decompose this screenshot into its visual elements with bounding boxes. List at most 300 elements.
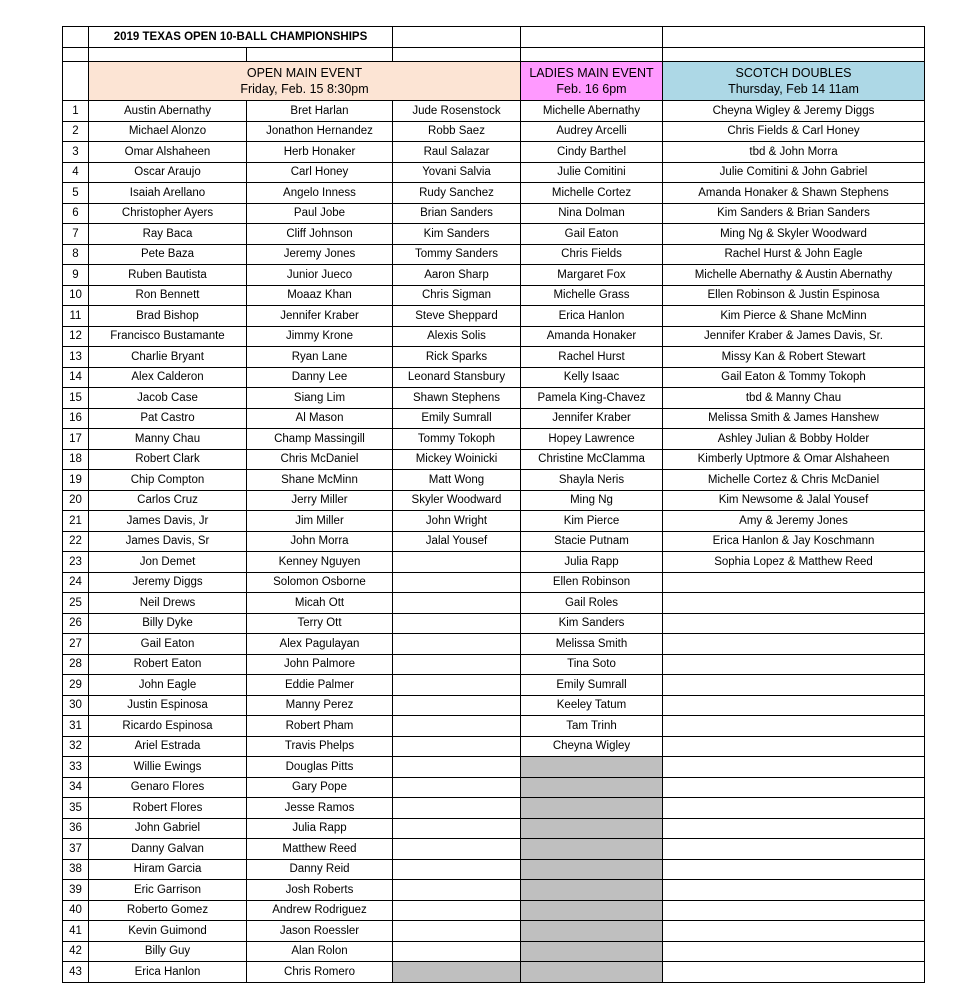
title-row-num-cell xyxy=(63,27,89,48)
table-row xyxy=(63,552,925,573)
ladies-player-cell: Kim Sanders xyxy=(521,613,663,634)
ladies-player-cell: Michelle Grass xyxy=(521,285,663,306)
table-row xyxy=(63,285,925,306)
open-player-col3-cell: Jalal Yousef xyxy=(393,531,521,552)
open-player-col2-cell: Micah Ott xyxy=(247,593,393,614)
row-number-cell: 1 xyxy=(63,101,89,122)
table-row xyxy=(63,654,925,675)
ladies-player-cell: Stacie Putnam xyxy=(521,531,663,552)
open-player-col3-cell: Yovani Salvia xyxy=(393,162,521,183)
open-player-col1-cell: John Gabriel xyxy=(89,818,247,839)
ladies-player-cell xyxy=(521,859,663,880)
open-player-col2-cell: John Palmore xyxy=(247,654,393,675)
row-number-cell: 6 xyxy=(63,203,89,224)
open-player-col1-cell: John Eagle xyxy=(89,675,247,696)
title-row-blank-e xyxy=(663,27,925,48)
row-number-cell: 14 xyxy=(63,367,89,388)
open-player-col2-cell: Manny Perez xyxy=(247,695,393,716)
scotch-doubles-team-cell: Kimberly Uptmore & Omar Alshaheen xyxy=(663,449,925,470)
table-row xyxy=(63,224,925,245)
ladies-player-cell: Jennifer Kraber xyxy=(521,408,663,429)
open-player-col1-cell: Hiram Garcia xyxy=(89,859,247,880)
open-player-col2-cell: Jesse Ramos xyxy=(247,798,393,819)
open-player-col2-cell: Jonathon Hernandez xyxy=(247,121,393,142)
ladies-player-cell xyxy=(521,962,663,983)
row-number-cell: 13 xyxy=(63,347,89,368)
table-row xyxy=(63,183,925,204)
open-player-col3-cell xyxy=(393,695,521,716)
row-number-cell: 41 xyxy=(63,921,89,942)
open-player-col1-cell: Chip Compton xyxy=(89,470,247,491)
ladies-player-cell: Pamela King-Chavez xyxy=(521,388,663,409)
table-row xyxy=(63,613,925,634)
row-number-cell: 40 xyxy=(63,900,89,921)
open-player-col3-cell xyxy=(393,900,521,921)
scotch-doubles-team-cell: Erica Hanlon & Jay Koschmann xyxy=(663,531,925,552)
row-number-cell: 43 xyxy=(63,962,89,983)
scotch-doubles-team-cell xyxy=(663,859,925,880)
scotch-doubles-team-cell xyxy=(663,675,925,696)
scotch-doubles-team-cell: Kim Pierce & Shane McMinn xyxy=(663,306,925,327)
open-player-col2-cell: Matthew Reed xyxy=(247,839,393,860)
row-number-cell: 28 xyxy=(63,654,89,675)
table-row xyxy=(63,880,925,901)
open-player-col1-cell: Austin Abernathy xyxy=(89,101,247,122)
header-row-num-cell xyxy=(63,62,89,101)
open-player-col2-cell: Cliff Johnson xyxy=(247,224,393,245)
open-player-col1-cell: Francisco Bustamante xyxy=(89,326,247,347)
scotch-doubles-team-cell xyxy=(663,634,925,655)
scotch-doubles-team-cell: Ashley Julian & Bobby Holder xyxy=(663,429,925,450)
scotch-doubles-team-cell: Jennifer Kraber & James Davis, Sr. xyxy=(663,326,925,347)
open-player-col2-cell: Herb Honaker xyxy=(247,142,393,163)
scotch-doubles-team-cell: Cheyna Wigley & Jeremy Diggs xyxy=(663,101,925,122)
table-row xyxy=(63,388,925,409)
table-row xyxy=(63,367,925,388)
open-player-col2-cell: Jeremy Jones xyxy=(247,244,393,265)
table-row xyxy=(63,839,925,860)
open-player-col1-cell: Brad Bishop xyxy=(89,306,247,327)
scotch-doubles-team-cell: Julie Comitini & John Gabriel xyxy=(663,162,925,183)
open-player-col2-cell: Travis Phelps xyxy=(247,736,393,757)
open-player-col1-cell: Alex Calderon xyxy=(89,367,247,388)
open-player-col2-cell: Siang Lim xyxy=(247,388,393,409)
open-player-col3-cell xyxy=(393,654,521,675)
open-player-col1-cell: Manny Chau xyxy=(89,429,247,450)
header-open-schedule: Friday, Feb. 15 8:30pm xyxy=(240,82,369,96)
open-player-col2-cell: Solomon Osborne xyxy=(247,572,393,593)
ladies-player-cell: Audrey Arcelli xyxy=(521,121,663,142)
open-player-col1-cell: James Davis, Sr xyxy=(89,531,247,552)
open-player-col2-cell: Douglas Pitts xyxy=(247,757,393,778)
scotch-doubles-team-cell: Rachel Hurst & John Eagle xyxy=(663,244,925,265)
row-number-cell: 37 xyxy=(63,839,89,860)
open-player-col2-cell: John Morra xyxy=(247,531,393,552)
open-player-col3-cell xyxy=(393,634,521,655)
open-player-col1-cell: Robert Flores xyxy=(89,798,247,819)
open-player-col1-cell: Charlie Bryant xyxy=(89,347,247,368)
row-number-cell: 34 xyxy=(63,777,89,798)
open-player-col2-cell: Jennifer Kraber xyxy=(247,306,393,327)
scotch-doubles-team-cell: Melissa Smith & James Hanshew xyxy=(663,408,925,429)
table-row xyxy=(63,716,925,737)
ladies-player-cell: Michelle Abernathy xyxy=(521,101,663,122)
scotch-doubles-team-cell xyxy=(663,941,925,962)
spacer-d xyxy=(521,48,663,62)
table-row xyxy=(63,531,925,552)
header-scotch-title: SCOTCH DOUBLES xyxy=(735,66,852,80)
open-player-col3-cell: Steve Sheppard xyxy=(393,306,521,327)
row-number-cell: 38 xyxy=(63,859,89,880)
ladies-player-cell: Melissa Smith xyxy=(521,634,663,655)
table-row xyxy=(63,921,925,942)
scotch-doubles-team-cell xyxy=(663,962,925,983)
open-player-col3-cell xyxy=(393,757,521,778)
scotch-doubles-team-cell: Sophia Lopez & Matthew Reed xyxy=(663,552,925,573)
open-player-col3-cell: Raul Salazar xyxy=(393,142,521,163)
open-player-col3-cell: Leonard Stansbury xyxy=(393,367,521,388)
open-player-col3-cell xyxy=(393,552,521,573)
ladies-player-cell: Tina Soto xyxy=(521,654,663,675)
scotch-doubles-team-cell xyxy=(663,736,925,757)
scotch-doubles-team-cell: Gail Eaton & Tommy Tokoph xyxy=(663,367,925,388)
open-player-col3-cell xyxy=(393,777,521,798)
open-player-col2-cell: Angelo Inness xyxy=(247,183,393,204)
open-player-col2-cell: Kenney Nguyen xyxy=(247,552,393,573)
scotch-doubles-team-cell xyxy=(663,798,925,819)
open-player-col1-cell: Danny Galvan xyxy=(89,839,247,860)
open-player-col3-cell xyxy=(393,880,521,901)
row-number-cell: 31 xyxy=(63,716,89,737)
table-row xyxy=(63,429,925,450)
ladies-player-cell xyxy=(521,818,663,839)
open-player-col1-cell: Gail Eaton xyxy=(89,634,247,655)
row-number-cell: 7 xyxy=(63,224,89,245)
ladies-player-cell: Hopey Lawrence xyxy=(521,429,663,450)
scotch-doubles-team-cell: Ellen Robinson & Justin Espinosa xyxy=(663,285,925,306)
row-number-cell: 16 xyxy=(63,408,89,429)
table-row xyxy=(63,449,925,470)
open-player-col2-cell: Andrew Rodriguez xyxy=(247,900,393,921)
open-player-col2-cell: Champ Massingill xyxy=(247,429,393,450)
open-player-col1-cell: Michael Alonzo xyxy=(89,121,247,142)
ladies-player-cell: Cheyna Wigley xyxy=(521,736,663,757)
ladies-player-cell: Chris Fields xyxy=(521,244,663,265)
ladies-player-cell: Christine McClamma xyxy=(521,449,663,470)
open-player-col2-cell: Chris McDaniel xyxy=(247,449,393,470)
row-number-cell: 12 xyxy=(63,326,89,347)
ladies-player-cell: Nina Dolman xyxy=(521,203,663,224)
scotch-doubles-team-cell xyxy=(663,593,925,614)
open-player-col1-cell: Billy Dyke xyxy=(89,613,247,634)
open-player-col1-cell: Willie Ewings xyxy=(89,757,247,778)
open-player-col1-cell: Justin Espinosa xyxy=(89,695,247,716)
header-scotch-schedule: Thursday, Feb 14 11am xyxy=(728,82,859,96)
header-ladies-title: LADIES MAIN EVENT xyxy=(529,66,654,80)
open-player-col2-cell: Chris Romero xyxy=(247,962,393,983)
ladies-player-cell: Michelle Cortez xyxy=(521,183,663,204)
open-player-col3-cell xyxy=(393,818,521,839)
open-player-col3-cell: Tommy Tokoph xyxy=(393,429,521,450)
scotch-doubles-team-cell: Amy & Jeremy Jones xyxy=(663,511,925,532)
open-player-col2-cell: Moaaz Khan xyxy=(247,285,393,306)
table-row xyxy=(63,900,925,921)
open-player-col2-cell: Jerry Miller xyxy=(247,490,393,511)
table-row xyxy=(63,203,925,224)
scotch-doubles-team-cell xyxy=(663,777,925,798)
ladies-player-cell xyxy=(521,900,663,921)
spacer-e xyxy=(663,48,925,62)
ladies-player-cell xyxy=(521,757,663,778)
open-player-col1-cell: Ariel Estrada xyxy=(89,736,247,757)
open-player-col3-cell: Brian Sanders xyxy=(393,203,521,224)
row-number-cell: 33 xyxy=(63,757,89,778)
open-player-col1-cell: Oscar Araujo xyxy=(89,162,247,183)
open-player-col2-cell: Danny Lee xyxy=(247,367,393,388)
open-player-col1-cell: James Davis, Jr xyxy=(89,511,247,532)
open-player-col3-cell: Rudy Sanchez xyxy=(393,183,521,204)
row-number-cell: 15 xyxy=(63,388,89,409)
open-player-col3-cell: Kim Sanders xyxy=(393,224,521,245)
scotch-doubles-team-cell: tbd & Manny Chau xyxy=(663,388,925,409)
ladies-player-cell xyxy=(521,798,663,819)
table-row xyxy=(63,470,925,491)
open-player-col2-cell: Terry Ott xyxy=(247,613,393,634)
row-number-cell: 3 xyxy=(63,142,89,163)
row-number-cell: 23 xyxy=(63,552,89,573)
ladies-player-cell: Margaret Fox xyxy=(521,265,663,286)
row-number-cell: 42 xyxy=(63,941,89,962)
scotch-doubles-team-cell xyxy=(663,572,925,593)
table-row xyxy=(63,736,925,757)
open-player-col3-cell xyxy=(393,941,521,962)
open-player-col3-cell: Shawn Stephens xyxy=(393,388,521,409)
open-player-col3-cell: Emily Sumrall xyxy=(393,408,521,429)
ladies-player-cell: Erica Hanlon xyxy=(521,306,663,327)
ladies-player-cell xyxy=(521,921,663,942)
table-row xyxy=(63,859,925,880)
open-player-col2-cell: Shane McMinn xyxy=(247,470,393,491)
open-player-col1-cell: Jon Demet xyxy=(89,552,247,573)
row-number-cell: 22 xyxy=(63,531,89,552)
open-player-col3-cell: Matt Wong xyxy=(393,470,521,491)
table-row xyxy=(63,347,925,368)
open-player-col3-cell xyxy=(393,839,521,860)
ladies-player-cell xyxy=(521,880,663,901)
row-number-cell: 2 xyxy=(63,121,89,142)
table-row xyxy=(63,572,925,593)
open-player-col3-cell xyxy=(393,593,521,614)
open-player-col1-cell: Erica Hanlon xyxy=(89,962,247,983)
open-player-col3-cell xyxy=(393,613,521,634)
header-ladies-main-event xyxy=(521,62,663,101)
open-player-col3-cell xyxy=(393,962,521,983)
row-number-cell: 5 xyxy=(63,183,89,204)
open-player-col1-cell: Carlos Cruz xyxy=(89,490,247,511)
row-number-cell: 18 xyxy=(63,449,89,470)
ladies-player-cell: Gail Eaton xyxy=(521,224,663,245)
table-row xyxy=(63,695,925,716)
ladies-player-cell: Shayla Neris xyxy=(521,470,663,491)
open-player-col3-cell xyxy=(393,798,521,819)
open-player-col3-cell xyxy=(393,736,521,757)
open-player-col2-cell: Jim Miller xyxy=(247,511,393,532)
ladies-player-cell: Gail Roles xyxy=(521,593,663,614)
row-number-cell: 36 xyxy=(63,818,89,839)
ladies-player-cell: Amanda Honaker xyxy=(521,326,663,347)
open-player-col3-cell: Mickey Woinicki xyxy=(393,449,521,470)
open-player-col3-cell: Rick Sparks xyxy=(393,347,521,368)
open-player-col2-cell: Al Mason xyxy=(247,408,393,429)
row-number-cell: 27 xyxy=(63,634,89,655)
table-row xyxy=(63,265,925,286)
open-player-col1-cell: Roberto Gomez xyxy=(89,900,247,921)
open-player-col3-cell xyxy=(393,675,521,696)
open-player-col2-cell: Josh Roberts xyxy=(247,880,393,901)
spacer-c xyxy=(393,48,521,62)
open-player-col1-cell: Pete Baza xyxy=(89,244,247,265)
ladies-player-cell: Kelly Isaac xyxy=(521,367,663,388)
row-number-cell: 19 xyxy=(63,470,89,491)
row-number-cell: 35 xyxy=(63,798,89,819)
table-row xyxy=(63,634,925,655)
open-player-col1-cell: Christopher Ayers xyxy=(89,203,247,224)
ladies-player-cell: Ming Ng xyxy=(521,490,663,511)
ladies-player-cell: Julia Rapp xyxy=(521,552,663,573)
table-row xyxy=(63,408,925,429)
open-player-col1-cell: Ron Bennett xyxy=(89,285,247,306)
spacer-num-cell xyxy=(63,48,89,62)
scotch-doubles-team-cell: Michelle Cortez & Chris McDaniel xyxy=(663,470,925,491)
scotch-doubles-team-cell: tbd & John Morra xyxy=(663,142,925,163)
scotch-doubles-team-cell xyxy=(663,818,925,839)
row-number-cell: 11 xyxy=(63,306,89,327)
open-player-col1-cell: Omar Alshaheen xyxy=(89,142,247,163)
ladies-player-cell xyxy=(521,777,663,798)
scotch-doubles-team-cell: Kim Newsome & Jalal Yousef xyxy=(663,490,925,511)
open-player-col1-cell: Ricardo Espinosa xyxy=(89,716,247,737)
header-scotch-doubles xyxy=(663,62,925,101)
title-row-blank-d xyxy=(521,27,663,48)
open-player-col2-cell: Gary Pope xyxy=(247,777,393,798)
open-player-col2-cell: Junior Jueco xyxy=(247,265,393,286)
open-player-col2-cell: Carl Honey xyxy=(247,162,393,183)
ladies-player-cell: Kim Pierce xyxy=(521,511,663,532)
scotch-doubles-team-cell xyxy=(663,613,925,634)
spacer-b xyxy=(247,48,393,62)
open-player-col3-cell: Alexis Solis xyxy=(393,326,521,347)
open-player-col3-cell: Chris Sigman xyxy=(393,285,521,306)
row-number-cell: 21 xyxy=(63,511,89,532)
open-player-col3-cell xyxy=(393,921,521,942)
open-player-col1-cell: Genaro Flores xyxy=(89,777,247,798)
open-player-col2-cell: Danny Reid xyxy=(247,859,393,880)
table-row xyxy=(63,490,925,511)
ladies-player-cell xyxy=(521,839,663,860)
table-row xyxy=(63,941,925,962)
open-player-col1-cell: Kevin Guimond xyxy=(89,921,247,942)
header-ladies-schedule: Feb. 16 6pm xyxy=(556,82,627,96)
open-player-col3-cell xyxy=(393,572,521,593)
open-player-col1-cell: Ruben Bautista xyxy=(89,265,247,286)
ladies-player-cell: Rachel Hurst xyxy=(521,347,663,368)
open-player-col3-cell: John Wright xyxy=(393,511,521,532)
row-number-cell: 29 xyxy=(63,675,89,696)
event-header-row xyxy=(63,62,925,101)
ladies-player-cell: Cindy Barthel xyxy=(521,142,663,163)
spacer-a xyxy=(89,48,247,62)
ladies-player-cell: Tam Trinh xyxy=(521,716,663,737)
scotch-doubles-team-cell: Missy Kan & Robert Stewart xyxy=(663,347,925,368)
scotch-doubles-team-cell: Michelle Abernathy & Austin Abernathy xyxy=(663,265,925,286)
table-row xyxy=(63,798,925,819)
ladies-player-cell: Julie Comitini xyxy=(521,162,663,183)
scotch-doubles-team-cell xyxy=(663,921,925,942)
row-number-cell: 8 xyxy=(63,244,89,265)
open-player-col1-cell: Eric Garrison xyxy=(89,880,247,901)
open-player-col2-cell: Alan Rolon xyxy=(247,941,393,962)
table-row xyxy=(63,593,925,614)
title-row-blank-c xyxy=(393,27,521,48)
open-player-col1-cell: Ray Baca xyxy=(89,224,247,245)
row-number-cell: 32 xyxy=(63,736,89,757)
table-row xyxy=(63,777,925,798)
table-row xyxy=(63,757,925,778)
open-player-col3-cell: Robb Saez xyxy=(393,121,521,142)
open-player-col3-cell: Jude Rosenstock xyxy=(393,101,521,122)
scotch-doubles-team-cell xyxy=(663,757,925,778)
scotch-doubles-team-cell: Amanda Honaker & Shawn Stephens xyxy=(663,183,925,204)
scotch-doubles-team-cell: Ming Ng & Skyler Woodward xyxy=(663,224,925,245)
header-open-title: OPEN MAIN EVENT xyxy=(246,66,363,80)
table-row xyxy=(63,244,925,265)
open-player-col2-cell: Jason Roessler xyxy=(247,921,393,942)
row-number-cell: 10 xyxy=(63,285,89,306)
ladies-player-cell xyxy=(521,941,663,962)
title-row xyxy=(63,27,925,48)
table-row xyxy=(63,121,925,142)
open-player-col1-cell: Isaiah Arellano xyxy=(89,183,247,204)
table-row xyxy=(63,306,925,327)
table-row xyxy=(63,818,925,839)
open-player-col1-cell: Robert Eaton xyxy=(89,654,247,675)
scotch-doubles-team-cell: Kim Sanders & Brian Sanders xyxy=(663,203,925,224)
open-player-col3-cell xyxy=(393,859,521,880)
open-player-col2-cell: Jimmy Krone xyxy=(247,326,393,347)
row-number-cell: 20 xyxy=(63,490,89,511)
row-number-cell: 30 xyxy=(63,695,89,716)
open-player-col2-cell: Paul Jobe xyxy=(247,203,393,224)
document-title: 2019 TEXAS OPEN 10-BALL CHAMPIONSHIPS xyxy=(89,27,393,48)
row-number-cell: 17 xyxy=(63,429,89,450)
tournament-roster-table xyxy=(62,26,925,983)
open-player-col1-cell: Pat Castro xyxy=(89,408,247,429)
table-row xyxy=(63,675,925,696)
open-player-col2-cell: Alex Pagulayan xyxy=(247,634,393,655)
ladies-player-cell: Ellen Robinson xyxy=(521,572,663,593)
open-player-col3-cell: Tommy Sanders xyxy=(393,244,521,265)
row-number-cell: 39 xyxy=(63,880,89,901)
open-player-col2-cell: Eddie Palmer xyxy=(247,675,393,696)
ladies-player-cell: Emily Sumrall xyxy=(521,675,663,696)
scotch-doubles-team-cell xyxy=(663,900,925,921)
row-number-cell: 26 xyxy=(63,613,89,634)
open-player-col1-cell: Billy Guy xyxy=(89,941,247,962)
table-row xyxy=(63,962,925,983)
row-number-cell: 4 xyxy=(63,162,89,183)
row-number-cell: 24 xyxy=(63,572,89,593)
open-player-col1-cell: Neil Drews xyxy=(89,593,247,614)
